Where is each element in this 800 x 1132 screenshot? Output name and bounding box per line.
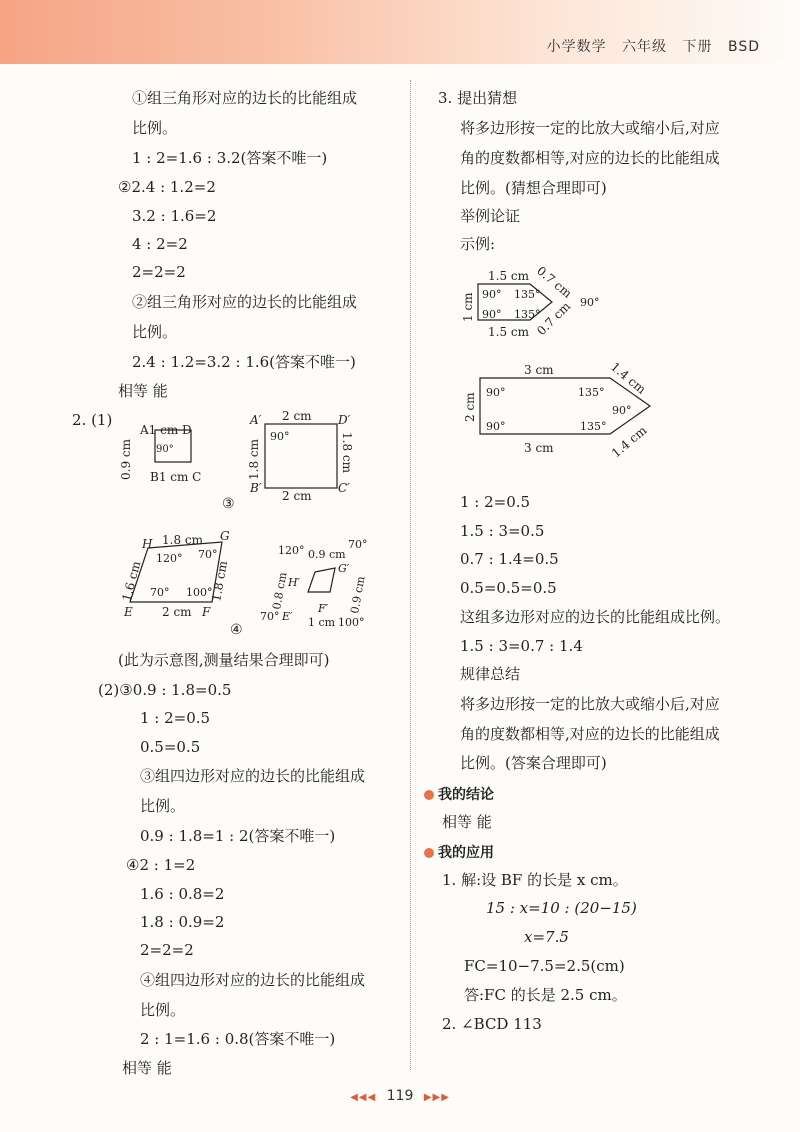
small-pent-90-right: 90° <box>580 296 600 309</box>
fig4-s-left: 0.8 cm <box>270 571 290 611</box>
section-application <box>424 842 494 862</box>
fig4-s-top: 0.9 cm <box>308 548 346 561</box>
section-conclusion <box>424 784 494 804</box>
big-pent-135-top: 135° <box>578 386 605 399</box>
application-line-4: FC=10−7.5=2.5(cm) <box>464 957 625 975</box>
fig4-number: ④ <box>230 622 243 638</box>
fig4-top: 1.8 cm <box>162 533 203 547</box>
small-pent-bottom: 1.5 cm <box>488 325 529 339</box>
small-pent-diag-bottom: 0.7 cm <box>534 299 574 339</box>
right-line-8: 1.5 : 3=0.5 <box>460 522 545 540</box>
fig4-label-g: G <box>220 529 230 543</box>
header-volume: 下册 <box>682 39 713 55</box>
fig3-small-top: A1 cm D <box>140 423 192 437</box>
fig4-s-120: 120° <box>278 544 305 557</box>
fig3-small-left: 0.9 cm <box>119 439 133 480</box>
left-line-19: ④2 : 1=2 <box>126 856 196 874</box>
figure-rectangles <box>110 410 370 520</box>
page-footer <box>0 1088 800 1104</box>
fig4-s-100: 100° <box>338 616 365 629</box>
left-line-16: ③组四边形对应的边长的比能组成 <box>140 767 366 785</box>
right-line-4: 比例。(猜想合理即可) <box>460 179 607 197</box>
left-line-6: 4 : 2=2 <box>132 235 188 253</box>
application-line-5: 答:FC 的长是 2.5 cm。 <box>464 986 627 1004</box>
small-pent-left: 1 cm <box>461 292 475 322</box>
right-line-14: 将多边形按一定的比放大或缩小后,对应 <box>460 695 720 713</box>
left-line-22: 2=2=2 <box>140 941 194 959</box>
fig4-angle-120: 120° <box>156 552 183 565</box>
figure-big-pentagon <box>460 358 680 478</box>
page-header <box>0 0 800 64</box>
big-pent-diag-bottom: 1.4 cm <box>608 423 650 461</box>
conclusion-text: 相等 能 <box>442 813 492 831</box>
right-line-12: 1.5 : 3=0.7 : 1.4 <box>460 637 583 655</box>
header-subject: 小学数学 <box>546 39 607 55</box>
left-line-11: 相等 能 <box>118 382 168 400</box>
left-line-21: 1.8 : 0.9=2 <box>140 913 225 931</box>
big-pent-left: 2 cm <box>463 392 477 422</box>
left-line-1: ①组三角形对应的边长的比能组成 <box>132 89 358 107</box>
right-line-7: 1 : 2=0.5 <box>460 493 531 511</box>
fig4-label-ep: E′ <box>282 610 293 623</box>
left-line-2: 比例。 <box>132 119 178 137</box>
left-line-5: 3.2 : 1.6=2 <box>132 207 217 225</box>
fig3-small-angle: 90° <box>156 444 174 455</box>
application-line-2: 15 : x=10 : (20−15) <box>486 899 637 917</box>
left-line-12: 2. (1) <box>72 411 113 429</box>
right-line-1: 3. 提出猜想 <box>438 89 518 107</box>
header-grade: 六年级 <box>622 39 668 55</box>
left-line-18: 0.9 : 1.8=1 : 2(答案不唯一) <box>140 827 336 845</box>
application-line-6: 2. ∠BCD 113 <box>442 1015 542 1033</box>
right-line-10: 0.5=0.5=0.5 <box>460 579 557 597</box>
fig3-big-bottom: 2 cm <box>282 489 312 503</box>
application-title: 我的应用 <box>438 845 494 861</box>
fig4-angle-100: 100° <box>186 586 213 599</box>
right-line-15: 角的度数都相等,对应的边长的比能组成 <box>460 725 720 743</box>
fig4-label-fp: F′ <box>318 602 329 615</box>
column-divider <box>410 80 411 1070</box>
fig4-label-f: F <box>202 605 211 619</box>
fig4-angle-70-top: 70° <box>198 548 218 561</box>
fig3-big-right: 1.8 cm <box>340 432 354 473</box>
big-pent-90-top: 90° <box>486 386 506 399</box>
left-line-26: 相等 能 <box>122 1059 172 1077</box>
left-line-20: 1.6 : 0.8=2 <box>140 885 225 903</box>
big-pent-top: 3 cm <box>524 363 554 377</box>
big-pent-diag-top: 1.4 cm <box>608 359 649 397</box>
fig4-s-bottom: 1 cm <box>308 616 336 629</box>
fig4-bottom: 2 cm <box>162 605 192 619</box>
fig3-label-d: D′ <box>338 413 351 427</box>
fig4-angle-70-bottom: 70° <box>150 586 170 599</box>
fig3-big-top: 2 cm <box>282 409 312 423</box>
big-pent-90-right: 90° <box>612 404 632 417</box>
left-line-13: (2)③0.9 : 1.8=0.5 <box>98 681 232 699</box>
header-edition: BSD <box>727 39 760 55</box>
left-line-7: 2=2=2 <box>132 263 186 281</box>
left-line-8: ②组三角形对应的边长的比能组成 <box>132 293 358 311</box>
header-text <box>547 36 760 56</box>
application-line-3: x=7.5 <box>524 928 569 946</box>
left-line-14: 1 : 2=0.5 <box>140 709 211 727</box>
left-line-25: 2 : 1=1.6 : 0.8(答案不唯一) <box>140 1030 336 1048</box>
left-line-15: 0.5=0.5 <box>140 738 201 756</box>
footer-right-arrows-icon: ▶▶▶ <box>423 1092 450 1103</box>
big-pent-bottom: 3 cm <box>524 441 554 455</box>
left-line-24: 比例。 <box>140 1001 186 1019</box>
figure-note: (此为示意图,测量结果合理即可) <box>118 651 330 669</box>
fig3-big-left: 1.8 cm <box>247 439 261 480</box>
small-pent-90-top: 90° <box>482 288 502 301</box>
conclusion-title: 我的结论 <box>438 787 494 803</box>
fig4-label-hp: H′ <box>288 576 301 589</box>
fig4-label-gp: G′ <box>338 562 350 575</box>
footer-left-arrows-icon: ◀◀◀ <box>350 1092 377 1103</box>
right-line-2: 将多边形按一定的比放大或缩小后,对应 <box>460 119 720 137</box>
big-pent-135-bottom: 135° <box>580 420 607 433</box>
left-line-23: ④组四边形对应的边长的比能组成 <box>140 971 366 989</box>
right-line-13: 规律总结 <box>460 665 521 683</box>
fig3-number: ③ <box>222 496 235 512</box>
application-line-1: 1. 解:设 BF 的长是 x cm。 <box>442 871 628 889</box>
small-pent-135-top: 135° <box>514 288 541 301</box>
left-line-17: 比例。 <box>140 797 186 815</box>
left-line-4: ②2.4 : 1.2=2 <box>118 178 216 196</box>
left-line-9: 比例。 <box>132 323 178 341</box>
fig3-big-angle: 90° <box>270 430 290 443</box>
fig4-left: 1.6 cm <box>119 559 144 603</box>
big-pent-90-bottom: 90° <box>486 420 506 433</box>
figure-small-pentagon <box>460 262 630 342</box>
right-line-16: 比例。(答案合理即可) <box>460 754 607 772</box>
small-pent-diag-top: 0.7 cm <box>534 263 575 301</box>
right-line-5: 举例论证 <box>460 207 521 225</box>
right-line-11: 这组多边形对应的边长的比能组成比例。 <box>460 608 731 626</box>
fig4-right: 1.8 cm <box>209 559 231 603</box>
application-bullet-icon <box>424 848 434 858</box>
fig4-label-h: H <box>142 537 153 551</box>
small-pent-135-bottom: 135° <box>514 308 541 321</box>
small-pent-90-bottom: 90° <box>482 308 502 321</box>
fig4-s-70: 70° <box>260 610 280 623</box>
small-pent-top: 1.5 cm <box>488 269 529 283</box>
fig3-label-b: B′ <box>250 481 262 495</box>
conclusion-bullet-icon <box>424 790 434 800</box>
fig3-small-bottom: B1 cm C <box>150 470 202 484</box>
right-line-9: 0.7 : 1.4=0.5 <box>460 550 559 568</box>
fig4-s-right: 0.9 cm <box>348 575 368 615</box>
page-number: 119 <box>386 1088 414 1104</box>
fig3-label-c: C′ <box>338 481 350 495</box>
fig4-s-70-top: 70° <box>348 538 368 551</box>
figure-quadrilaterals <box>120 528 380 643</box>
left-line-3: 1 : 2=1.6 : 3.2(答案不唯一) <box>132 149 328 167</box>
right-line-6: 示例: <box>460 235 496 253</box>
fig4-label-e: E <box>124 605 133 619</box>
right-line-3: 角的度数都相等,对应的边长的比能组成 <box>460 149 720 167</box>
left-line-10: 2.4 : 1.2=3.2 : 1.6(答案不唯一) <box>132 353 356 371</box>
fig3-label-a: A′ <box>250 413 262 427</box>
